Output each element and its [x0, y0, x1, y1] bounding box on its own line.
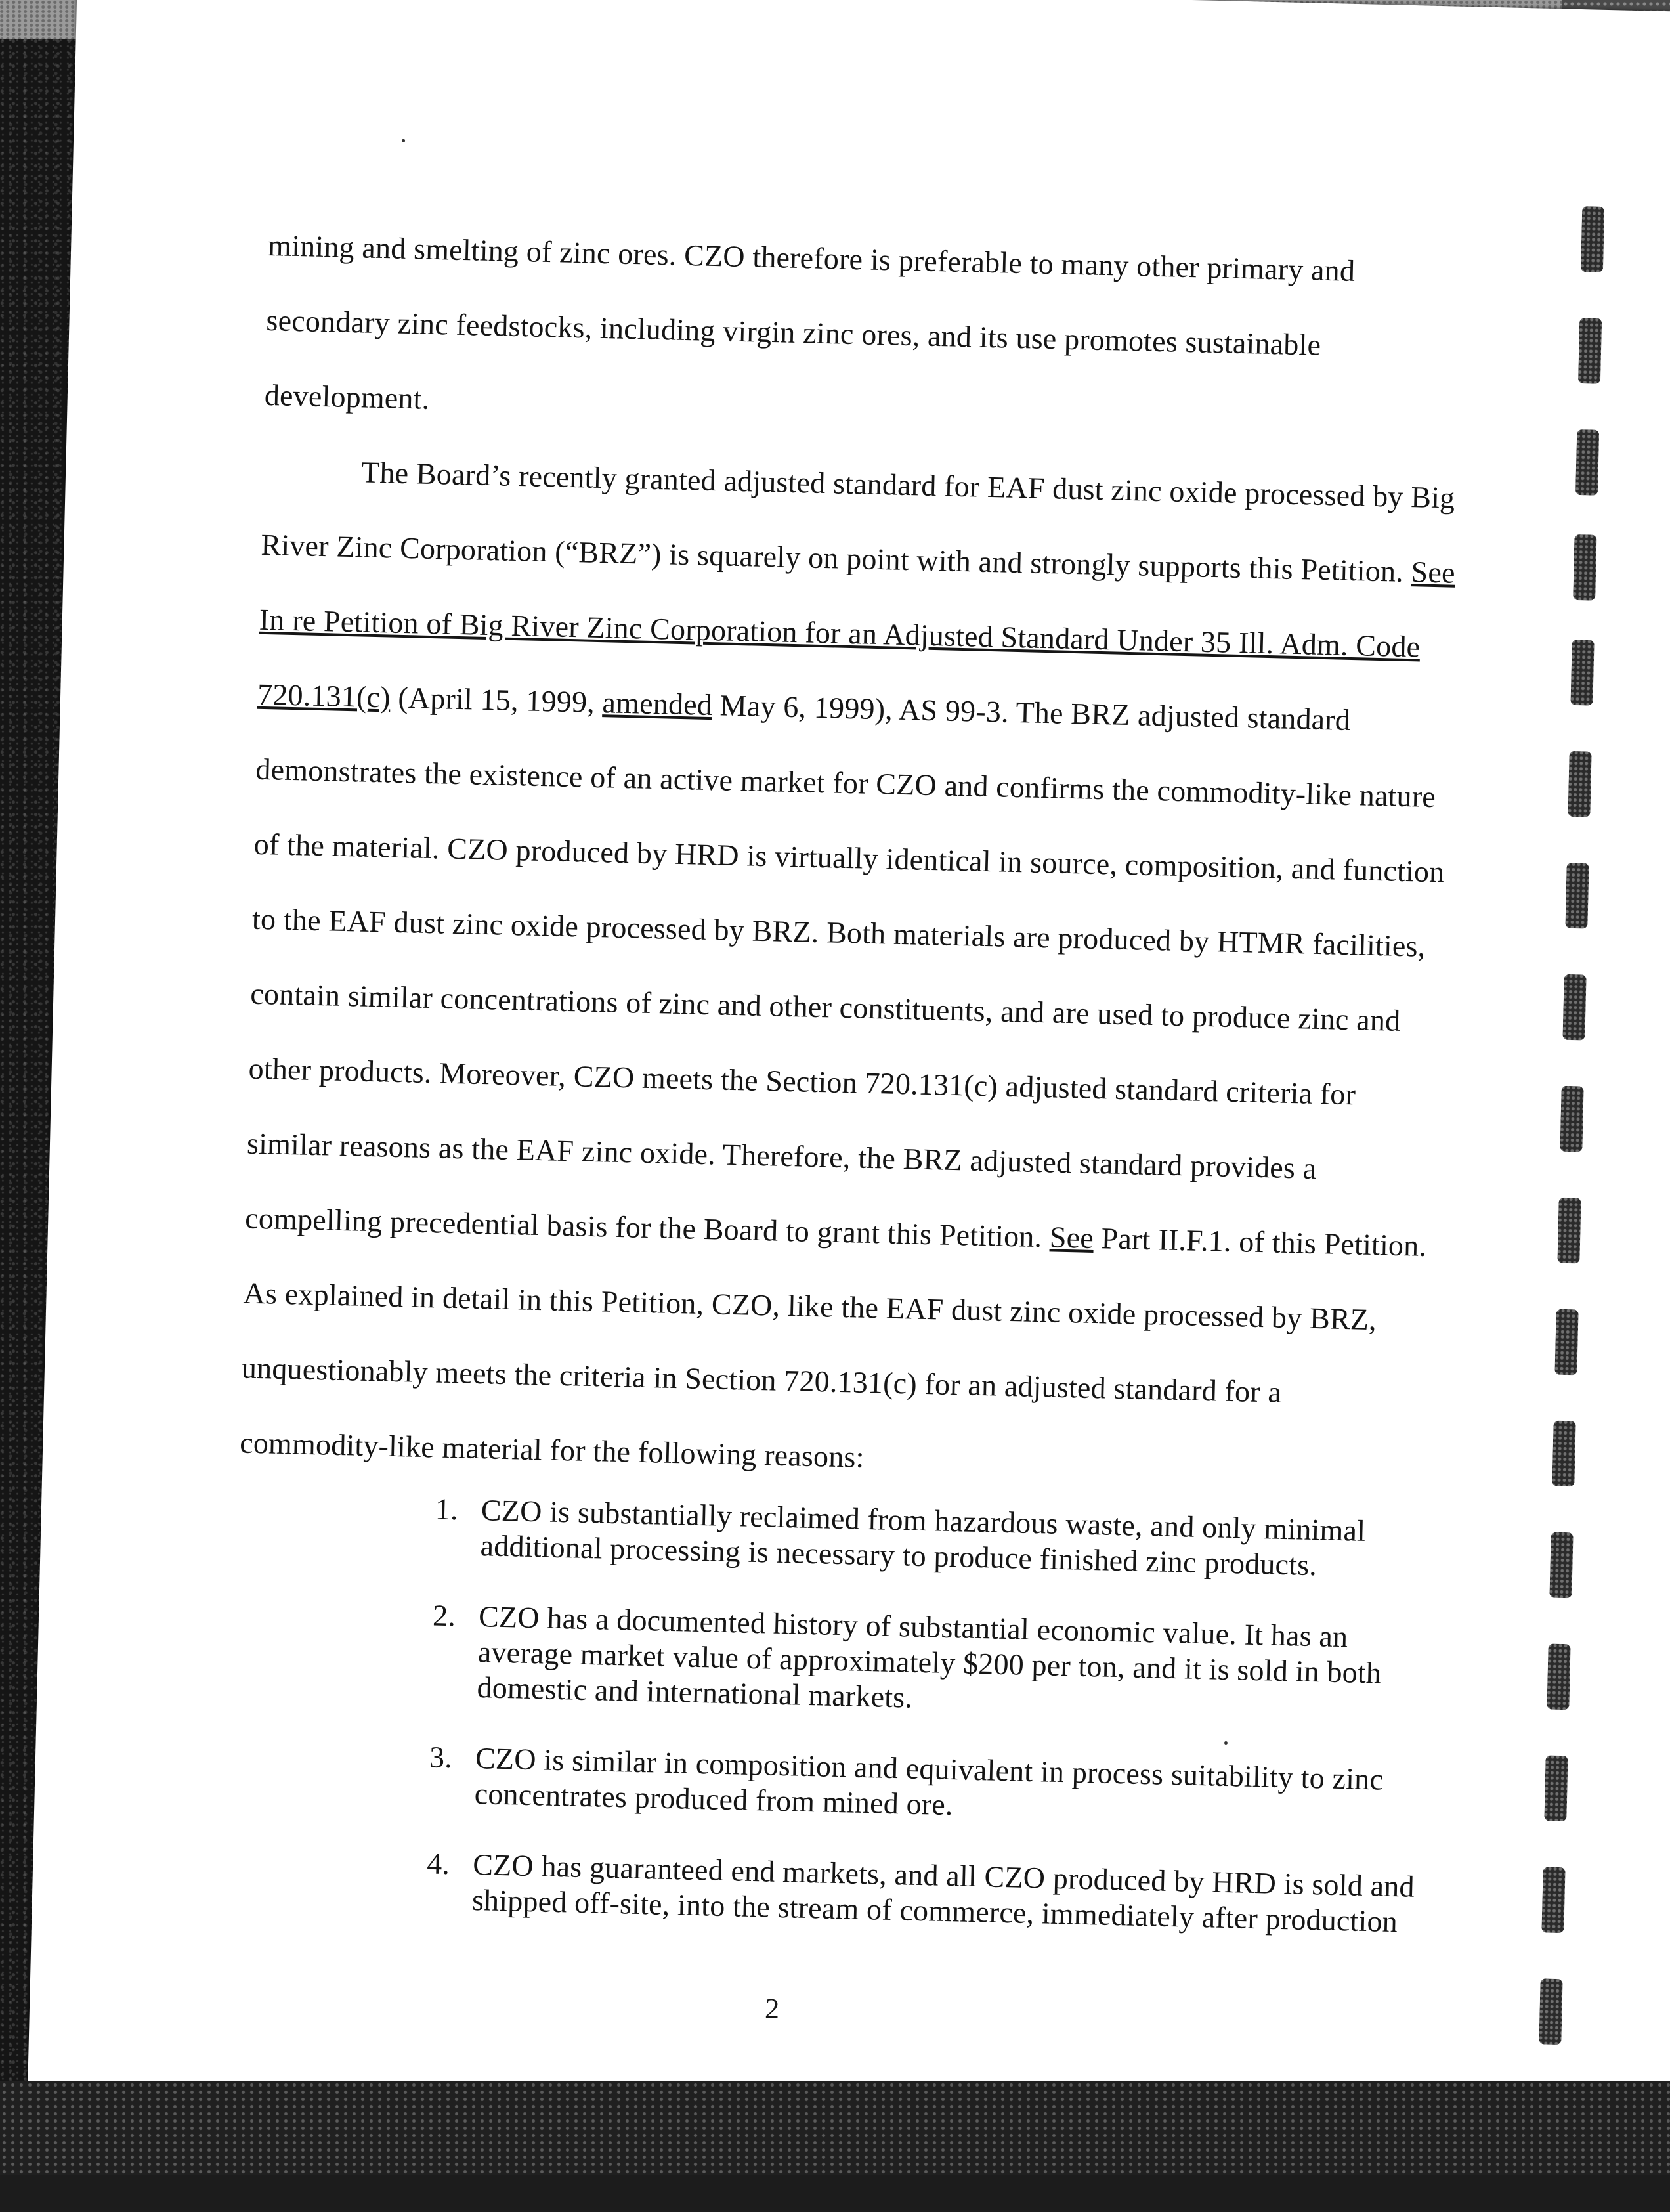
- paragraph-criteria-intro: As explained in detail in this Petition, CZO, like the EAF dust zinc oxide processed by BRZ, unquestionably meets the criteria in Section 720.131(c) for an adjusted standard for a commodity-like material for the following reasons:: [239, 1276, 1377, 1474]
- binding-hole: [1547, 1643, 1570, 1710]
- list-item: [434, 1491, 1433, 1586]
- binding-hole: [1570, 640, 1594, 706]
- amended-signal: amended: [602, 685, 713, 722]
- list-item-text: CZO has a documented history of substantial economic value. It has an average market value of approximately $200 per ton, and it is sold in both domestic and international markets.: [477, 1599, 1382, 1714]
- binding-hole: [1568, 751, 1591, 817]
- binding-hole: [1560, 1086, 1583, 1152]
- reasons-list: [229, 1486, 1434, 1940]
- list-number: 3.: [429, 1740, 453, 1775]
- see-signal: See: [1411, 555, 1456, 590]
- binding-hole: [1544, 1755, 1568, 1821]
- case-citation: In re Petition of Big River Zinc Corporation for an Adjusted Standard Under 35 Ill. Adm. Code 720.131(c): [257, 602, 1421, 714]
- list-item: [425, 1846, 1424, 1940]
- binding-hole: [1557, 1198, 1581, 1264]
- binding-hole: [1554, 1309, 1578, 1376]
- binding-hole: [1539, 1978, 1562, 2045]
- page-number: 2: [764, 1992, 780, 2026]
- paragraph-text: Part II.F.1. of this Petition.: [1093, 1221, 1427, 1263]
- document-page: [28, 0, 1670, 2123]
- document-body: [228, 208, 1463, 1976]
- binding-hole: [1541, 1867, 1565, 1933]
- list-item: [431, 1597, 1430, 1727]
- list-number: 4.: [426, 1846, 450, 1881]
- binding-hole: [1549, 1532, 1573, 1599]
- binding-hole: [1581, 206, 1604, 272]
- binding-strip: [1535, 206, 1621, 2209]
- paragraph-text: (April 15, 1999,: [390, 680, 603, 720]
- list-number: 1.: [435, 1492, 459, 1527]
- binding-hole: [1562, 974, 1586, 1041]
- scanner-bottom-edge: [0, 2081, 1670, 2175]
- list-item-text: CZO is substantially reclaimed from hazardous waste, and only minimal additional processing is necessary to produce finished zinc products.: [480, 1493, 1366, 1582]
- list-number: 2.: [432, 1598, 456, 1633]
- binding-hole: [1565, 863, 1589, 929]
- paragraph-brz-precedent: [244, 433, 1458, 1284]
- list-item: [428, 1739, 1427, 1834]
- see-signal: See: [1049, 1220, 1094, 1255]
- paragraph-text: The Board’s recently granted adjusted standard for EAF dust zinc oxide processed by Big River Zinc Corporation (“BRZ”) is squarely on point with and strongly supports this Petition.: [260, 455, 1455, 589]
- list-item-text: CZO has guaranteed end markets, and all CZO produced by HRD is sold and shipped off-site, into the stream of commerce, immediately after production: [471, 1847, 1415, 1939]
- list-item-text: CZO is similar in composition and equivalent in process suitability to zinc concentrates produced from mined ore.: [474, 1741, 1384, 1822]
- paragraph-intro: mining and smelting of zinc ores. CZO therefore is preferable to many other primary and secondary zinc feedstocks, including virgin zinc ores, and its use promotes sustainable development.: [264, 228, 1356, 416]
- scan-speck: [402, 139, 405, 142]
- binding-hole: [1573, 534, 1596, 601]
- paragraph-text: May 6, 1999), AS 99-3. The BRZ adjusted standard demonstrates the existence of an active market for CZO and confirms the commodity-like nature of the material. CZO produced by HRD is virtually identical in source, composition, and function to the EAF dust zinc oxide processed by BRZ. Both materials are produced by HTMR facilities, contain similar concentrations of zinc and other constituents, and are used to produce zinc and other products. Moreover, CZO meets the Section 720.131(c) adjusted standard criteria for similar reasons as the EAF zinc oxide. Therefore, the BRZ adjusted standard provides a compelling precedential basis for the Board to grant this Petition.: [244, 688, 1445, 1254]
- binding-hole: [1552, 1421, 1575, 1487]
- binding-hole: [1575, 429, 1599, 496]
- binding-hole: [1578, 318, 1602, 384]
